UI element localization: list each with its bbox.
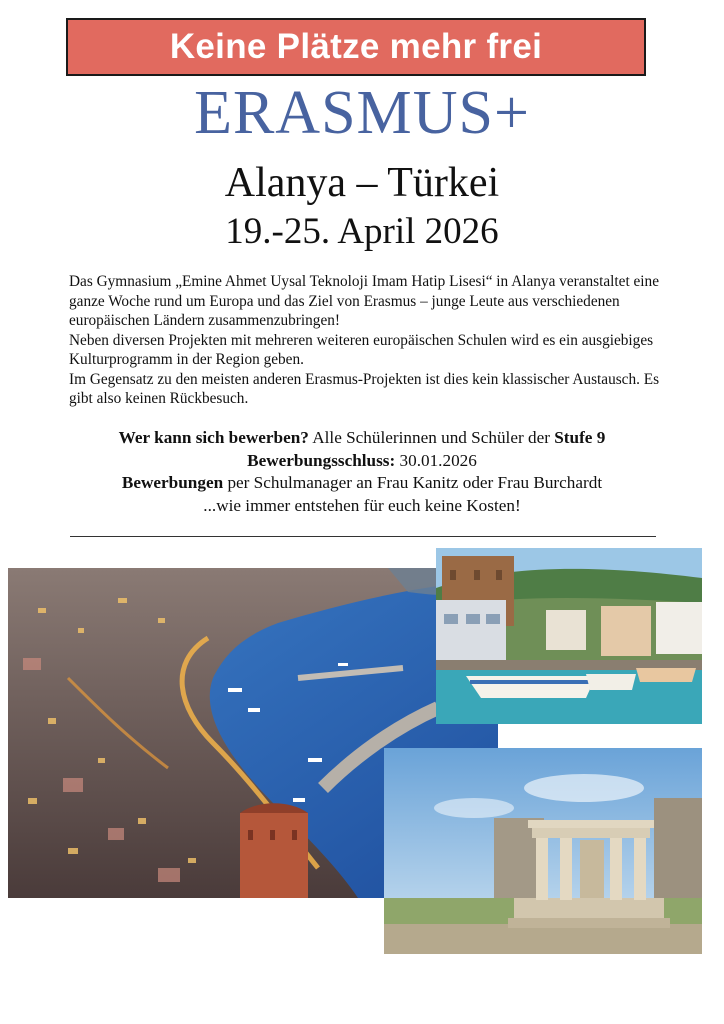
intro-paragraph: Das Gymnasium „Emine Ahmet Uysal Teknoloji Imam Hatip Lisesi“ in Alanya veranstaltet eine ganze Woche rund um Europa und das Ziel von Erasmus – junge Leute aus verschiedenen europäischen Ländern zusammenzubringen! (69, 273, 659, 329)
intro-text (69, 272, 669, 409)
divider (70, 536, 656, 537)
deadline-value: 30.01.2026 (399, 450, 477, 470)
intro-paragraph: Neben diversen Projekten mit mehreren weiteren europäischen Schulen wird es ein ausgiebiges Kulturprogramm in der Region geben. (69, 331, 654, 368)
destination-title: Alanya – Türkei (224, 160, 500, 206)
application-label: Bewerbungen (121, 473, 224, 492)
status-banner (66, 18, 646, 76)
cost-note: ...wie immer entstehen für euch keine Kosten! (203, 495, 521, 515)
deadline-label: Bewerbungsschluss: (247, 450, 396, 470)
eligibility-question: Wer kann sich bewerben? (118, 428, 309, 447)
application-line (40, 472, 684, 495)
eligibility-answer: Alle Schülerinnen und Schüler der (312, 428, 550, 447)
deadline-line (40, 450, 684, 473)
application-text: per Schulmanager an Frau Kanitz oder Frau Burchardt (227, 473, 603, 492)
event-dates: 19.-25. April 2026 (225, 211, 499, 252)
eligibility-grade: Stufe 9 (554, 428, 606, 447)
photo-harbor-boats (436, 548, 702, 724)
banner-text: Keine Plätze mehr frei (169, 27, 543, 66)
application-info (40, 427, 684, 517)
photo-ancient-temple (384, 748, 702, 954)
program-title: ERASMUS+ (194, 79, 530, 147)
intro-paragraph: Im Gegensatz zu den meisten anderen Erasmus-Projekten ist dies kein klassischer Austausch. Es gibt also keinen Rückbesuch. (69, 370, 660, 407)
eligibility-line (40, 427, 684, 450)
